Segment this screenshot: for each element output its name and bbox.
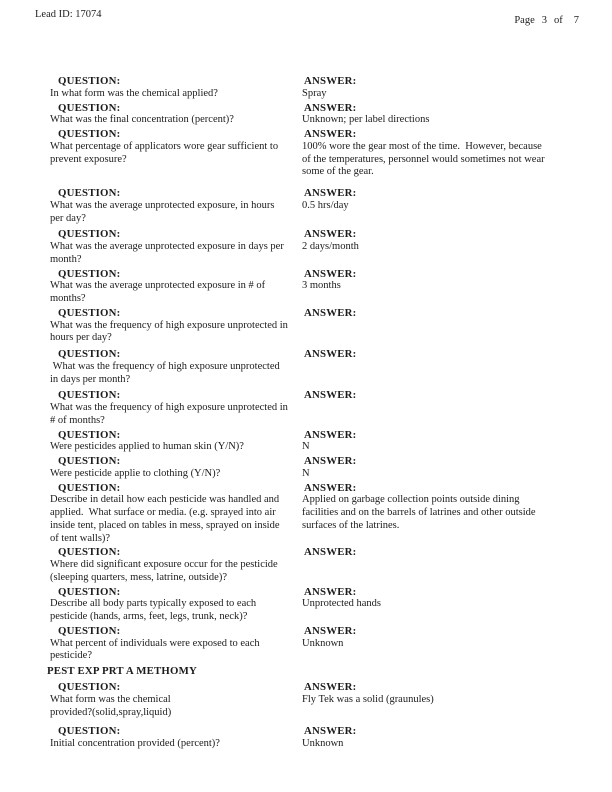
answer-block xyxy=(302,546,578,584)
question-text: What percent of individuals were exposed to each pesticide? xyxy=(50,637,260,662)
question-block xyxy=(50,482,302,546)
page-total: 7 xyxy=(573,15,579,26)
question-text: What was the final concentration (percent)? xyxy=(50,114,234,126)
answer-label: ANSWER: xyxy=(304,546,357,559)
question-block xyxy=(50,307,302,345)
answer-text: Unknown; per label directions xyxy=(302,114,430,126)
answer-label: ANSWER: xyxy=(304,585,357,598)
answer-text: N xyxy=(302,441,310,453)
answer-label: ANSWER: xyxy=(304,267,357,280)
answer-block xyxy=(302,348,578,386)
answer-text: 2 days/month xyxy=(302,241,359,252)
qa-row xyxy=(50,228,578,266)
question-label: QUESTION: xyxy=(58,624,121,637)
question-text: What form was the chemical provided?(solid,spray,liquid) xyxy=(50,693,172,718)
qa-row xyxy=(50,586,578,624)
question-text: Describe all body parts typically exposed to each pesticide (hands, arms, feet, legs, trunk, neck)? xyxy=(50,598,257,622)
qa-row xyxy=(50,455,578,481)
answer-block xyxy=(302,482,578,546)
question-text: What was the frequency of high exposure unprotected in hours per day? xyxy=(50,319,288,344)
question-text: What percentage of applicators wore gear sufficient to prevent exposure? xyxy=(50,140,279,165)
answer-text: Unknown xyxy=(302,738,344,749)
question-text: Were pesticide applie to clothing (Y/N)? xyxy=(50,467,221,479)
answer-block xyxy=(302,102,578,128)
question-text: Describe in detail how each pesticide was handled and applied. What surface or media. (e.g. sprayed into air inside tent, placed on tables in mess, sprayed on inside of tent walls)? xyxy=(50,494,280,544)
answer-label: ANSWER: xyxy=(304,128,357,140)
answer-label: ANSWER: xyxy=(304,187,357,199)
question-label: QUESTION: xyxy=(58,75,121,87)
answer-text: Unknown xyxy=(302,637,344,649)
answer-block xyxy=(302,187,578,225)
answer-label: ANSWER: xyxy=(304,306,357,319)
qa-row xyxy=(50,389,578,427)
answer-block xyxy=(302,389,578,427)
question-block xyxy=(50,681,302,719)
question-text: What was the average unprotected exposure in days per month? xyxy=(50,241,284,265)
question-label: QUESTION: xyxy=(58,428,121,441)
qa-row xyxy=(50,268,578,306)
answer-block xyxy=(302,586,578,624)
answer-block xyxy=(302,268,578,306)
answer-label: ANSWER: xyxy=(304,624,357,637)
question-label: QUESTION: xyxy=(58,725,121,738)
question-block xyxy=(50,389,302,427)
answer-label: ANSWER: xyxy=(304,428,357,441)
question-label: QUESTION: xyxy=(58,228,121,241)
question-block xyxy=(50,429,302,455)
qa-row xyxy=(50,482,578,546)
answer-label: ANSWER: xyxy=(304,681,357,693)
question-label: QUESTION: xyxy=(58,455,121,467)
question-block xyxy=(50,586,302,624)
answer-block xyxy=(302,681,578,719)
qa-row xyxy=(50,681,578,719)
question-text: What was the frequency of high exposure unprotected in # of months? xyxy=(50,402,288,426)
answer-label: ANSWER: xyxy=(304,101,357,114)
answer-text: Unprotected hands xyxy=(302,598,382,610)
answer-block xyxy=(302,128,578,179)
qa-row xyxy=(50,546,578,584)
question-label: QUESTION: xyxy=(58,681,121,693)
answer-block xyxy=(302,307,578,345)
question-label: QUESTION: xyxy=(58,546,121,559)
question-text: Were pesticides applied to human skin (Y/N)? xyxy=(50,441,244,453)
answer-label: ANSWER: xyxy=(304,725,357,738)
question-block xyxy=(50,228,302,266)
page-label: Page xyxy=(514,15,535,26)
answer-block xyxy=(302,228,578,266)
answer-text: Applied on garbage collection points outside dining facilities and on the barrels of latrines and other outside surfaces of the latrines. xyxy=(302,494,536,531)
answer-block xyxy=(302,75,578,101)
question-block xyxy=(50,75,302,101)
page-indicator xyxy=(514,15,579,27)
qa-row xyxy=(50,187,578,225)
question-label: QUESTION: xyxy=(58,128,121,140)
answer-label: ANSWER: xyxy=(304,228,357,241)
answer-text: 3 months xyxy=(302,280,341,292)
answer-block xyxy=(302,455,578,481)
question-block xyxy=(50,625,302,663)
question-block xyxy=(50,546,302,584)
question-label: QUESTION: xyxy=(58,585,121,598)
qa-row xyxy=(50,102,578,128)
question-label: QUESTION: xyxy=(58,267,121,280)
answer-label: ANSWER: xyxy=(304,455,357,467)
qa-row xyxy=(50,128,578,179)
question-text: What was the average unprotected exposure, in hours per day? xyxy=(50,199,275,224)
question-label: QUESTION: xyxy=(58,306,121,319)
page-of: of xyxy=(554,15,563,26)
qa-row xyxy=(50,348,578,386)
answer-text: Fly Tek was a solid (graunules) xyxy=(302,693,434,705)
answer-label: ANSWER: xyxy=(304,75,357,87)
question-text: What was the average unprotected exposure in # of months? xyxy=(50,280,266,304)
question-block xyxy=(50,128,302,179)
question-block xyxy=(50,725,302,751)
section-heading: PEST EXP PRT A METHOMY xyxy=(47,665,198,677)
question-label: QUESTION: xyxy=(58,101,121,114)
answer-block xyxy=(302,725,578,751)
answer-block xyxy=(302,625,578,663)
answer-text: Spray xyxy=(302,87,327,99)
qa-row xyxy=(50,725,578,751)
answer-text: 0.5 hrs/day xyxy=(302,199,349,211)
question-label: QUESTION: xyxy=(58,481,121,494)
question-block xyxy=(50,348,302,386)
answer-label: ANSWER: xyxy=(304,481,357,494)
question-block xyxy=(50,455,302,481)
question-block xyxy=(50,187,302,225)
qa-content xyxy=(47,75,578,752)
question-block xyxy=(50,268,302,306)
answer-text: N xyxy=(302,467,310,479)
question-text: Where did significant exposure occur for the pesticide (sleeping quarters, mess, latrine, outside)? xyxy=(50,559,278,583)
answer-block xyxy=(302,429,578,455)
answer-label: ANSWER: xyxy=(304,389,357,402)
qa-row xyxy=(50,307,578,345)
answer-label: ANSWER: xyxy=(304,348,357,360)
question-text: In what form was the chemical applied? xyxy=(50,87,218,99)
question-text: What was the frequency of high exposure unprotected in days per month? xyxy=(50,360,280,385)
question-label: QUESTION: xyxy=(58,348,121,360)
page-current: 3 xyxy=(541,15,547,26)
answer-text: 100% wore the gear most of the time. However, because of the temperatures, personnel would sometimes not wear some of the gear. xyxy=(302,140,545,178)
question-text: Initial concentration provided (percent)? xyxy=(50,738,220,749)
question-label: QUESTION: xyxy=(58,187,121,199)
qa-row xyxy=(50,429,578,455)
question-block xyxy=(50,102,302,128)
qa-row xyxy=(50,625,578,663)
qa-row xyxy=(50,75,578,101)
question-label: QUESTION: xyxy=(58,389,121,402)
lead-id: Lead ID: 17074 xyxy=(35,9,102,20)
